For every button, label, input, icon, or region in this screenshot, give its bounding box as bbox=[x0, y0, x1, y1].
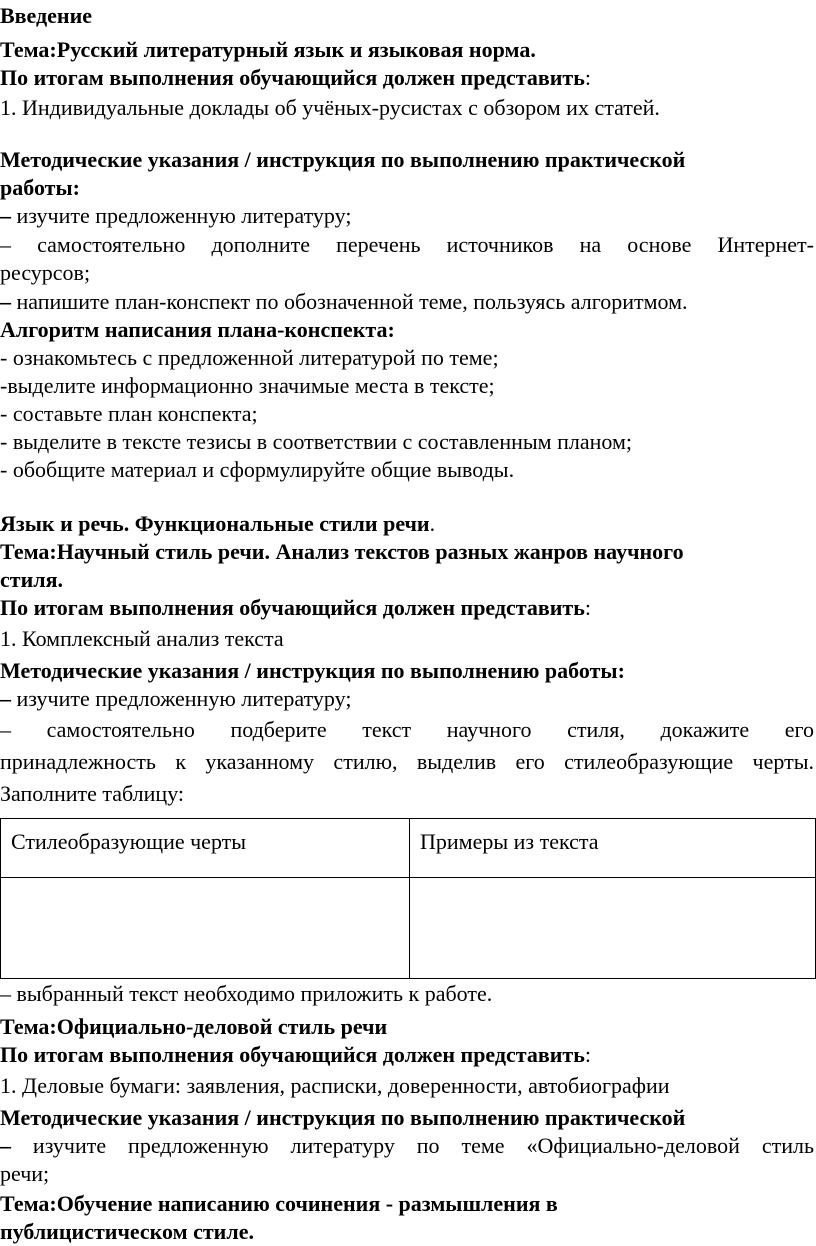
official-step bbox=[0, 1160, 49, 1188]
result-colon: : bbox=[584, 65, 591, 90]
intro-step bbox=[0, 202, 351, 230]
official-result-item: 1. Деловые бумаги: заявления, расписки, доверенности, автобиографии bbox=[0, 1073, 670, 1098]
intro-topic bbox=[0, 36, 536, 64]
result-label: По итогам выполнения обучающийся должен представить bbox=[0, 1042, 585, 1067]
step-dash: – bbox=[0, 289, 11, 314]
step-text: принадлежность к указанному стилю, выделив его стилеобразующие черты. bbox=[0, 749, 814, 774]
step-text: самостоятельно подберите текст научного стиля, докажите его bbox=[11, 717, 814, 742]
speech-topic bbox=[0, 538, 684, 566]
topic-text: Официально-деловой стиль речи bbox=[56, 1014, 388, 1039]
table-cell bbox=[410, 878, 816, 979]
speech-result-item: 1. Комплексный анализ текста bbox=[0, 626, 284, 651]
essay-topic-cont: публицистическом стиле. bbox=[0, 1219, 254, 1244]
algorithm-item: - ознакомьтесь с предложенной литературой по теме; bbox=[0, 345, 499, 370]
table-header-cell: Стилеобразующие черты bbox=[1, 819, 410, 878]
topic-label: Тема: bbox=[0, 37, 57, 62]
intro-step bbox=[0, 288, 688, 316]
official-step bbox=[0, 1132, 814, 1160]
algorithm-heading: Алгоритм написания плана-конспекта: bbox=[0, 317, 395, 342]
speech-heading-text: Язык и речь. Функциональные стили речи bbox=[0, 511, 430, 536]
intro-result-item: 1. Индивидуальные доклады об учёных-русистах с обзором их статей. bbox=[0, 95, 660, 120]
official-topic bbox=[0, 1013, 387, 1041]
speech-step bbox=[0, 716, 814, 744]
intro-method-heading-2: работы: bbox=[0, 175, 80, 200]
step-text: напишите план-конспект по обозначенной теме, пользуясь алгоритмом. bbox=[11, 289, 688, 314]
speech-step bbox=[0, 685, 351, 713]
table-header-row bbox=[1, 819, 816, 878]
step-text: ресурсов; bbox=[0, 260, 91, 285]
official-result bbox=[0, 1041, 591, 1069]
speech-note: – выбранный текст необходимо приложить к работе. bbox=[0, 981, 493, 1006]
style-features-table bbox=[0, 818, 816, 979]
intro-step bbox=[0, 231, 814, 259]
topic-label: Тема: bbox=[0, 539, 57, 564]
speech-heading bbox=[0, 510, 435, 538]
step-text: изучите предложенную литературу; bbox=[11, 203, 352, 228]
step-dash: – bbox=[0, 717, 11, 742]
speech-result bbox=[0, 594, 591, 622]
official-method-heading: Методические указания / инструкция по выполнению практической bbox=[0, 1105, 686, 1130]
topic-text: Обучение написанию сочинения - размышления в bbox=[56, 1191, 558, 1216]
step-text: речи; bbox=[0, 1161, 50, 1186]
table-cell bbox=[1, 878, 410, 979]
step-text: изучите предложенную литературу; bbox=[11, 686, 352, 711]
result-colon: : bbox=[584, 1042, 591, 1067]
speech-method-heading: Методические указания / инструкция по выполнению работы: bbox=[0, 658, 625, 683]
step-text: самостоятельно дополните перечень источников на основе Интернет- bbox=[11, 232, 814, 257]
step-dash: – bbox=[0, 203, 11, 228]
speech-step bbox=[0, 780, 184, 808]
intro-heading: Введение bbox=[0, 3, 93, 28]
algorithm-item: -выделите информационно значимые места в тексте; bbox=[0, 373, 495, 398]
algorithm-item: - составьте план конспекта; bbox=[0, 401, 258, 426]
table-row bbox=[1, 878, 816, 979]
step-text: Заполните таблицу: bbox=[0, 781, 185, 806]
step-dash: – bbox=[0, 686, 11, 711]
algorithm-item: - обобщите материал и сформулируйте общие выводы. bbox=[0, 457, 515, 482]
result-label: По итогам выполнения обучающийся должен представить bbox=[0, 595, 585, 620]
table-header-cell: Примеры из текста bbox=[410, 819, 816, 878]
speech-step bbox=[0, 748, 814, 776]
speech-topic-cont: стиля. bbox=[0, 567, 63, 592]
step-text: изучите предложенную литературу по теме «Официально-деловой стиль bbox=[11, 1133, 814, 1158]
step-dash: – bbox=[0, 232, 11, 257]
topic-text: Научный стиль речи. Анализ текстов разных жанров научного bbox=[56, 539, 684, 564]
topic-label: Тема: bbox=[0, 1014, 57, 1039]
step-dash: – bbox=[0, 1133, 11, 1158]
intro-result bbox=[0, 64, 591, 92]
speech-heading-dot: . bbox=[429, 511, 436, 536]
result-label: По итогам выполнения обучающийся должен представить bbox=[0, 65, 585, 90]
algorithm-item: - выделите в тексте тезисы в соответствии с составленным планом; bbox=[0, 429, 632, 454]
intro-method-heading-1: Методические указания / инструкция по выполнению практической bbox=[0, 147, 686, 172]
topic-text: Русский литературный язык и языковая норма. bbox=[56, 37, 536, 62]
result-colon: : bbox=[584, 595, 591, 620]
topic-label: Тема: bbox=[0, 1191, 57, 1216]
essay-topic bbox=[0, 1190, 558, 1218]
intro-step bbox=[0, 259, 90, 287]
